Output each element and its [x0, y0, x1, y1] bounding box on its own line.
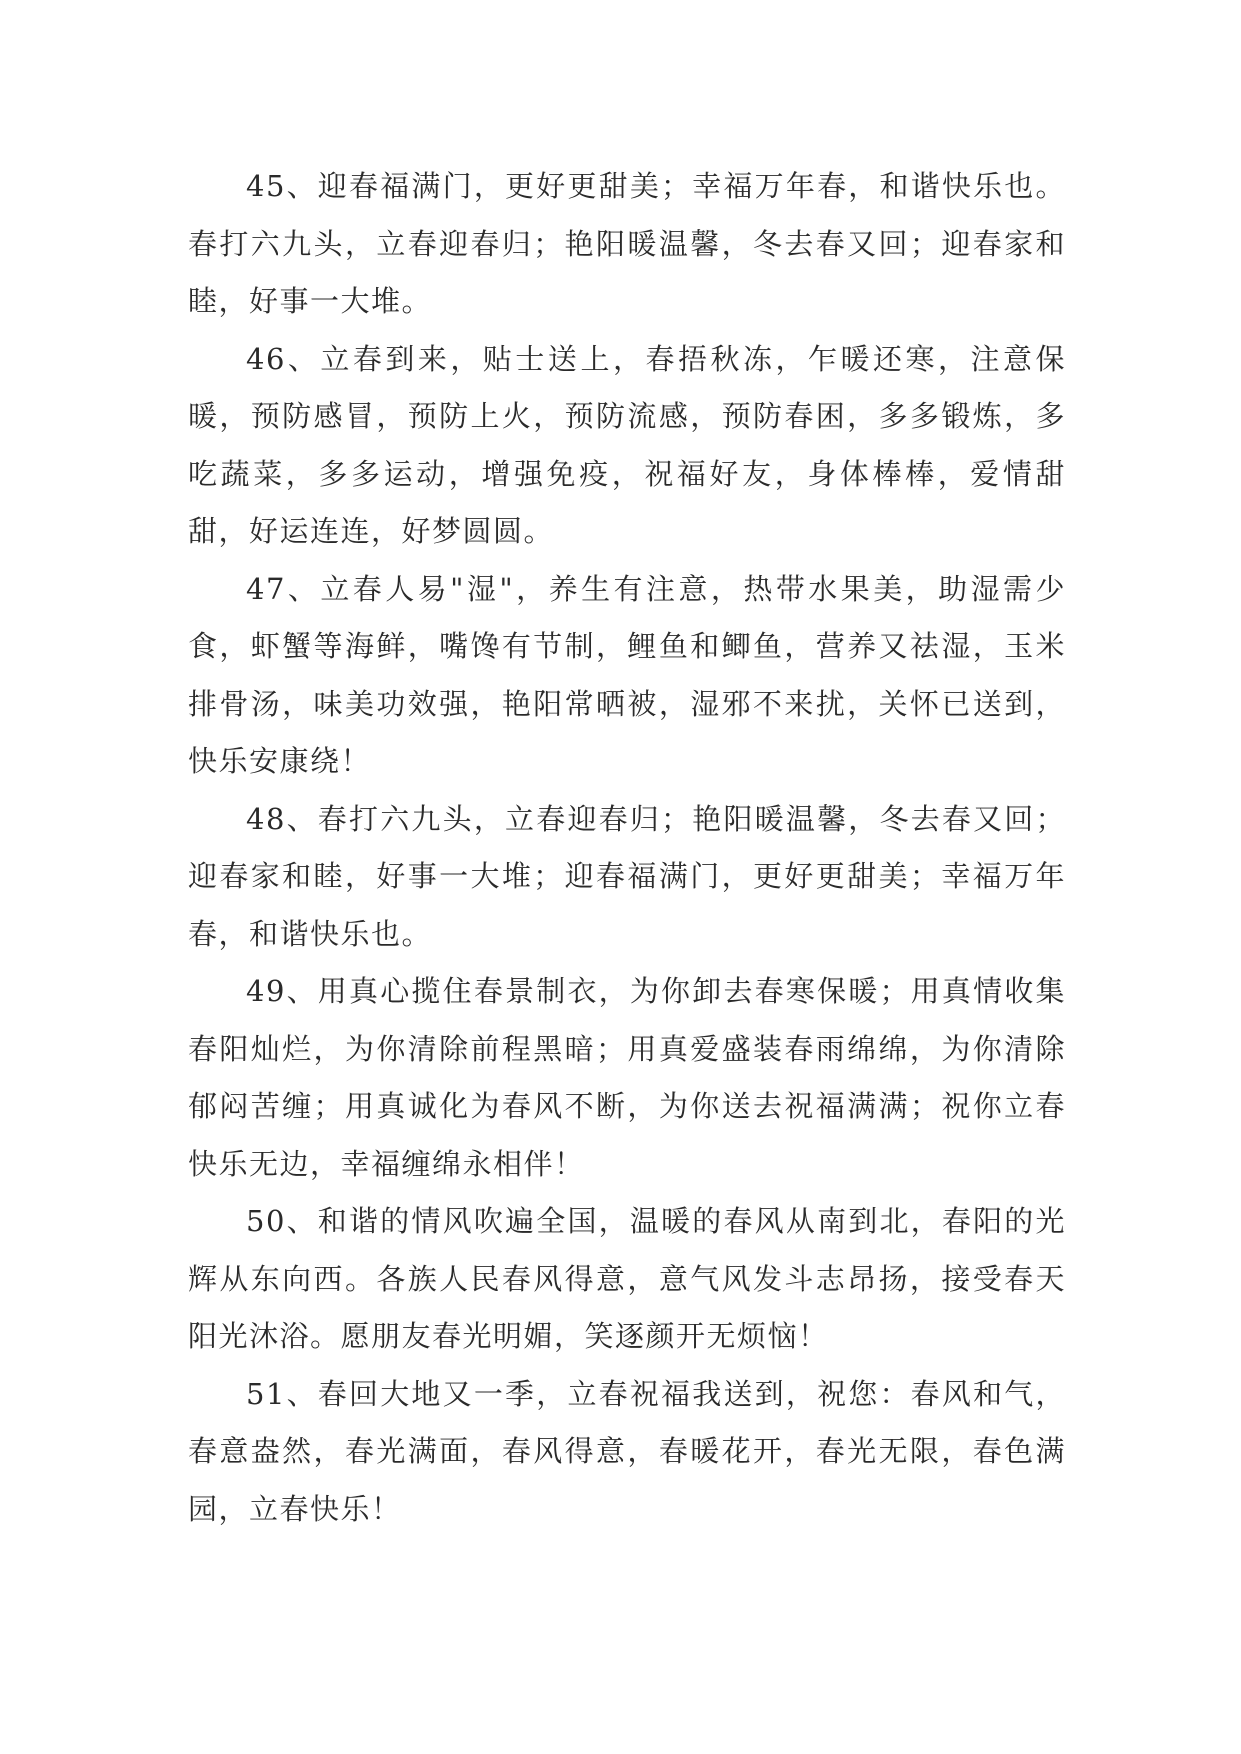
paragraph-47: 47、立春人易"湿"，养生有注意，热带水果美，助湿需少食，虾蟹等海鲜，嘴馋有节制，鲤鱼和鲫鱼，营养又祛湿，玉米排骨汤，味美功效强，艳阳常晒被，湿邪不来扰，关怀已送到，快乐安康绕！ [188, 571, 1066, 778]
paragraph-50: 50、和谐的情风吹遍全国，温暖的春风从南到北，春阳的光辉从东向西。各族人民春风得意，意气风发斗志昂扬，接受春天阳光沐浴。愿朋友春光明媚，笑逐颜开无烦恼！ [188, 1204, 1066, 1353]
paragraph-45: 45、迎春福满门，更好更甜美；幸福万年春，和谐快乐也。春打六九头，立春迎春归；艳阳暖温馨，冬去春又回；迎春家和睦，好事一大堆。 [188, 169, 1066, 318]
paragraph-49: 49、用真心揽住春景制衣，为你卸去春寒保暖；用真情收集春阳灿烂，为你清除前程黑暗；用真爱盛装春雨绵绵，为你清除郁闷苦缠；用真诚化为春风不断，为你送去祝福满满；祝你立春快乐无边，幸福缠绵永相伴！ [188, 974, 1066, 1181]
paragraph-48: 48、春打六九头，立春迎春归；艳阳暖温馨，冬去春又回；迎春家和睦，好事一大堆；迎春福满门，更好更甜美；幸福万年春，和谐快乐也。 [188, 801, 1066, 951]
paragraph-51: 51、春回大地又一季，立春祝福我送到，祝您：春风和气，春意盎然，春光满面，春风得意，春暖花开，春光无限，春色满园，立春快乐！ [188, 1376, 1066, 1526]
document-body [188, 158, 1066, 1538]
paragraph-46: 46、立春到来，贴士送上，春捂秋冻，乍暖还寒，注意保暖，预防感冒，预防上火，预防流感，预防春困，多多锻炼，多吃蔬菜，多多运动，增强免疫，祝福好友，身体棒棒，爱情甜甜，好运连连，好梦圆圆。 [188, 341, 1066, 548]
